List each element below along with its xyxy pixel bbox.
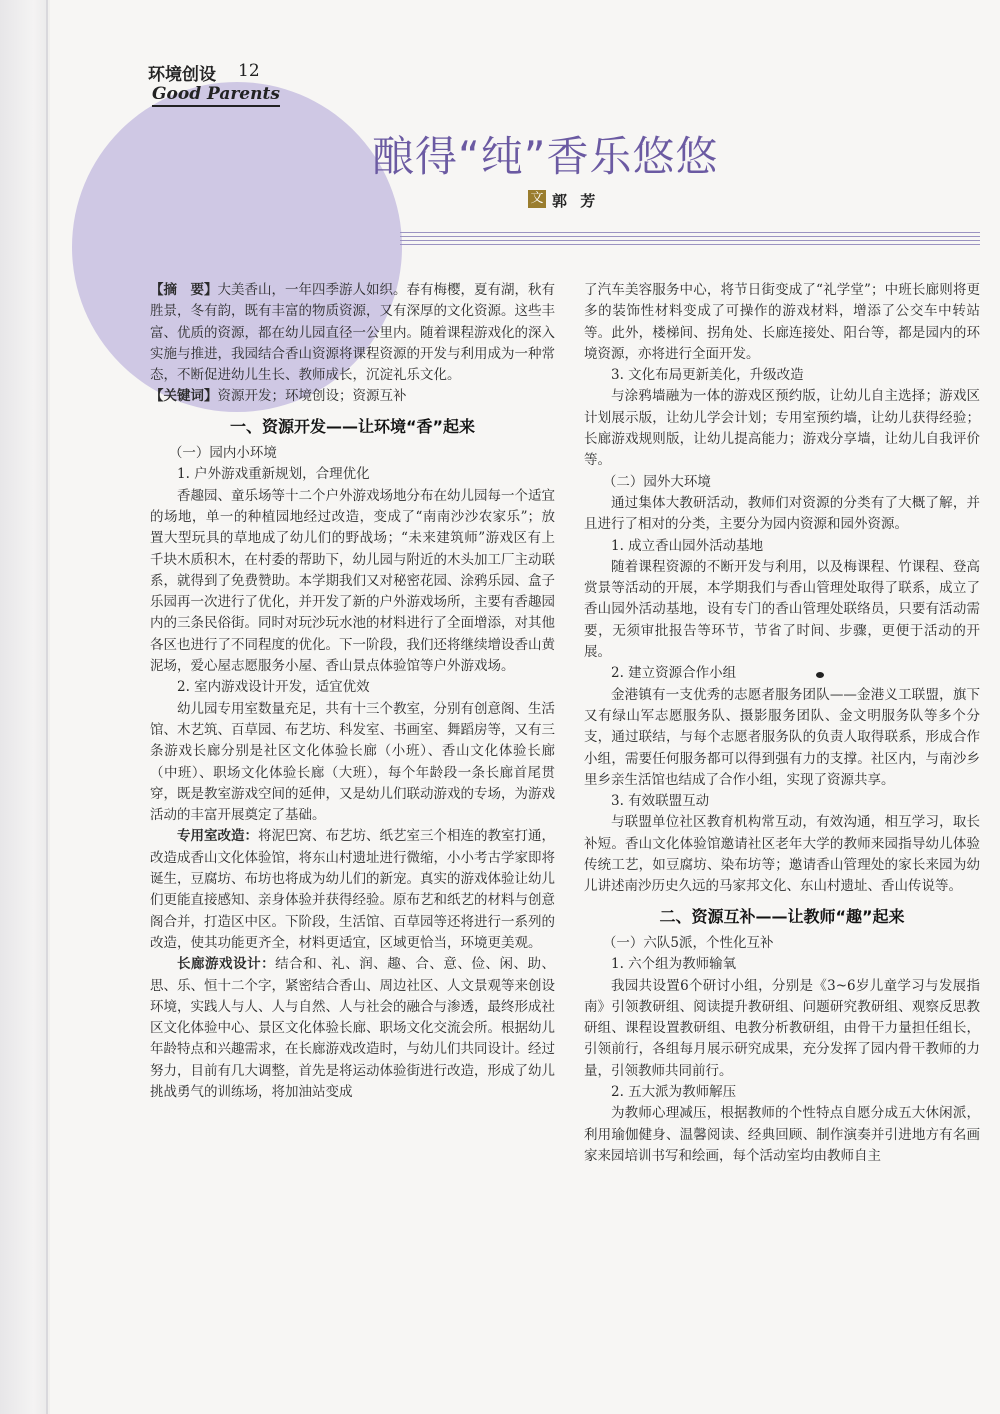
right-text-column (584, 280, 980, 1167)
body-paragraph (584, 365, 980, 386)
paragraph-text: 1. 六个组为教师输氧 (611, 956, 737, 973)
paragraph-text: 将泥巴窝、布艺坊、纸艺室三个相连的教室打通，改造成香山文化体验馆，将东山村遗址进行微缩，小小考古学家即将诞生，豆腐坊、布坊也将成为幼儿们的新宠。真实的游戏体验让幼儿们更能直接感知、亲身体验并获得经验。原布艺和纸艺的材料与创意阁合并，打造区中区。下阶段，生活馆、百草园等还将进行一系列的改造，使其功能更齐全，材料更适宜，区域更恰当，环境更美观。 (150, 828, 555, 951)
paragraph-text: （一）六队5派，个性化互补 (602, 934, 774, 951)
paragraph-text: 2. 室内游戏设计开发，适宜优效 (177, 679, 370, 696)
article-title: 酿得“纯”香乐悠悠 (372, 132, 719, 181)
paragraph-text: （一）园内小环境 (168, 445, 277, 462)
body-paragraph (584, 557, 980, 663)
paragraph-text: 与涂鸦墙融为一体的游戏区预约版，让幼儿自主选择；游戏区计划展示版，让幼儿学会计划；专用室预约墙，让幼儿获得经验；长廊游戏规则版，让幼儿提高能力；游戏分享墙，让幼儿自我评价等。 (584, 388, 980, 469)
body-paragraph (584, 493, 980, 536)
paragraph-text: 为教师心理减压，根据教师的个性特点自愿分成五大休闲派，利用瑜伽健身、温馨阅读、经典回顾、制作演奏并引进地方有名画家来园培训书写和绘画，每个活动室均由教师自主 (584, 1105, 980, 1164)
body-paragraph (584, 954, 980, 975)
body-paragraph (584, 386, 980, 471)
paragraph-text: 随着课程资源的不断开发与利用，以及梅课程、竹课程、登高赏景等活动的开展，本学期我们与香山管理处取得了联系，成立了香山园外活动基地，设有专门的香山管理处联络员，只要有活动需要，无须审批报告等环节，节省了时间、步骤，更便于活动的开展。 (584, 558, 980, 661)
body-paragraph (584, 791, 980, 812)
paragraph-text: 金港镇有一支优秀的志愿者服务团队——金港义工联盟，旗下又有绿山军志愿服务队、摄影服务团队、金文明服务队等多个分支，通过联结，与每个志愿者服务队的负责人取得联系，形成合作小组，需要任何服务都可以得到强有力的支撑。社区内，与南沙乡里乡亲生活馆也结成了合作小组，实现了资源共享。 (584, 686, 980, 788)
body-paragraph (584, 1103, 980, 1167)
body-paragraph (584, 812, 980, 897)
body-paragraph (584, 685, 980, 791)
paragraph-text: 2. 建立资源合作小组 (611, 665, 737, 682)
ink-blot (816, 672, 824, 678)
paragraph-text: 1. 成立香山园外活动基地 (611, 537, 764, 554)
author-tag: 文 (528, 190, 546, 208)
body-paragraph (584, 663, 980, 684)
paragraph-text: 3. 有效联盟互动 (611, 793, 710, 810)
binding-spine (0, 0, 48, 1414)
title-rule (400, 236, 980, 237)
body-paragraph (584, 536, 980, 557)
title-rule (400, 232, 980, 233)
paragraph-text: （二）园外大环境 (602, 473, 711, 490)
subsection-heading (584, 472, 980, 493)
body-paragraph (584, 1082, 980, 1103)
title-rule (400, 240, 980, 241)
inline-label: 专用室改造： (177, 828, 258, 845)
body-paragraph (150, 464, 555, 485)
inline-label: 【摘 要】 (150, 282, 218, 298)
abstract-block (150, 386, 555, 407)
body-paragraph (150, 699, 555, 827)
inline-label: 【关键词】 (150, 388, 218, 405)
body-paragraph (150, 826, 555, 954)
magazine-name: Good Parents (152, 84, 280, 107)
subsection-heading (584, 933, 980, 954)
subsection-heading (150, 443, 555, 464)
body-paragraph (584, 976, 980, 1082)
body-paragraph (584, 280, 980, 365)
paragraph-text: 结合和、礼、润、趣、合、意、俭、闲、助、思、乐、恒十二个字，紧密结合香山、周边社区、人文景观等来创设环境，实践人与人、人与自然、人与社会的融合与渗透，最终形成社区文化体验中心、景区文化体验长廊、职场文化交流会所。根据幼儿年龄特点和兴趣需求，在长廊游戏改造时，与幼儿们共同设计。经过努力，目前有几大调整，首先是将运动体验街进行改造，形成了幼儿挑战勇气的训练场，将加油站变成 (150, 956, 556, 1100)
paragraph-text: 1. 户外游戏重新规划，合理优化 (177, 466, 370, 483)
paragraph-text: 香趣园、童乐场等十二个户外游戏场地分布在幼儿园每一个适宜的场地，单一的种植园地经过改造，变成了“南南沙沙农家乐”；放置大型玩具的草地成了幼儿们的野战场；“未来建筑师”游戏区有上千块木质积木，在村委的帮助下，幼儿园与附近的木头加工厂主动联系，就得到了免费赞助。本学期我们又对秘密花园、涂鸦乐园、盒子乐园再一次进行了优化，并开发了新的户外游戏场所，主要有香趣园内的三条民俗街。同时对玩沙玩水池的材料进行了全面增添，对其他各区也进行了不同程度的优化。下一阶段，我们还将继续增设香山黄泥场，爱心屋志愿服务小屋、香山景点体验馆等户外游戏场。 (150, 487, 555, 675)
page-number: 12 (238, 61, 260, 81)
body-paragraph (150, 954, 555, 1103)
paragraph-text: 2. 五大派为教师解压 (611, 1083, 737, 1100)
section-heading: 二、资源互补——让教师“趣”起来 (659, 906, 905, 926)
paragraph-text: 资源开发；环境创设；资源互补 (217, 388, 407, 405)
section-label: 环境创设 (148, 65, 216, 85)
paragraph-text: 大美香山，一年四季游人如织。春有梅樱，夏有湖，秋有胜景，冬有韵，既有丰富的物质资源，又有深厚的文化资源。这些丰富、优质的资源，都在幼儿园直径一公里内。随着课程游戏化的深入实施与推进，我园结合香山资源将课程资源的开发与利用成为一种常态，不断促进幼儿生长、教师成长，沉淀礼乐文化。 (150, 282, 555, 384)
inline-label: 长廊游戏设计： (177, 956, 276, 973)
left-text-column (150, 280, 555, 1103)
abstract-block (150, 280, 555, 386)
paragraph-text: 与联盟单位社区教育机构常互动，有效沟通，相互学习，取长补短。香山文化体验馆邀请社区老年大学的教师来园指导幼儿体验传统工艺，如豆腐坊、染布坊等；邀请香山管理处的家长来园为幼儿讲述南沙历史久远的马家邦文化、东山村遗址、香山传说等。 (584, 814, 980, 895)
paragraph-text: 3. 文化布局更新美化，升级改造 (611, 367, 804, 384)
paragraph-text: 通过集体大教研活动，教师们对资源的分类有了大概了解，并且进行了相对的分类，主要分为园内资源和园外资源。 (584, 494, 980, 533)
body-paragraph (150, 486, 555, 678)
paragraph-text: 了汽车美容服务中心，将节日街变成了“礼学堂”；中班长廊则将更多的装饰性材料变成了可操作的游戏材料，增添了公交车中转站等。此外，楼梯间、拐角处、长廊连接处、阳台等，都是园内的环境资源，亦将进行全面开发。 (584, 282, 980, 362)
section-heading: 一、资源开发——让环境“香”起来 (229, 416, 476, 436)
spine-shadow (46, 0, 48, 1414)
paragraph-text: 我园共设置6个研讨小组，分别是《3~6岁儿童学习与发展指南》引领教研组、阅读提升教研组、问题研究教研组、观察反思教研组、课程设置教研组、电教分析教研组，由骨干力量担任组长，引领前行，各组每月展示研究成果，充分发挥了园内骨干教师的力量，引领教师共同前行。 (584, 977, 980, 1079)
title-rule (400, 244, 980, 245)
body-paragraph (150, 677, 555, 698)
paragraph-text: 幼儿园专用室数量充足，共有十三个教室，分别有创意阁、生活馆、木艺筑、百草园、布艺坊、科发室、书画室、舞蹈房等，又有三条游戏长廊分别是社区文化体验长廊（小班）、香山文化体验长廊（中班）、职场文化体验长廊（大班），每个年龄段一条长廊首尾贯穿，既是教室游戏空间的延伸，又是幼儿们联动游戏的专场，为游戏活动的丰富开展奠定了基础。 (150, 700, 555, 824)
author-name: 郭 芳 (552, 192, 600, 210)
